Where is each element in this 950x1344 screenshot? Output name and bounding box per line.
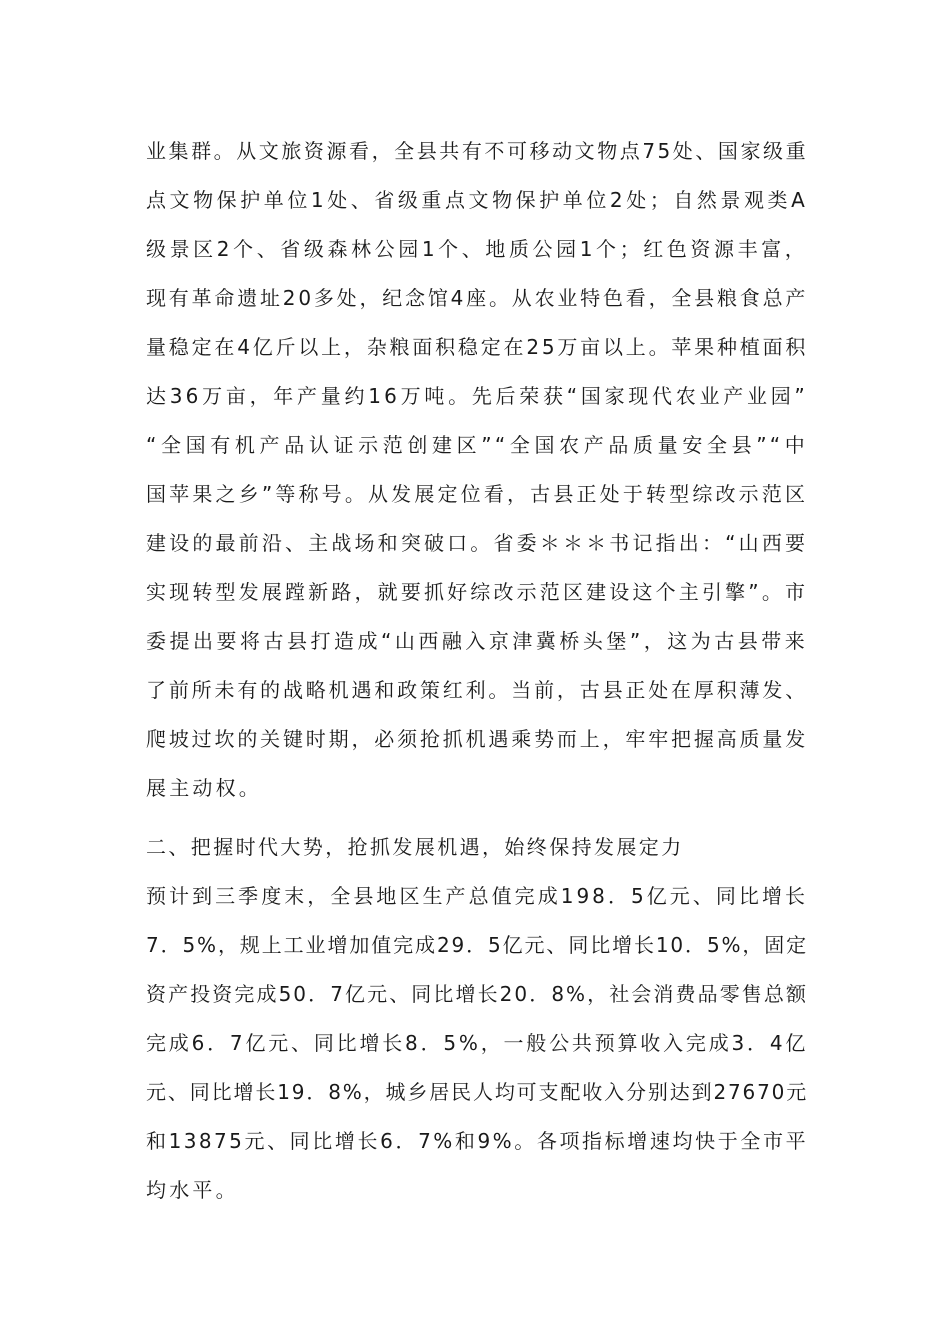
paragraph-line: 点文物保护单位1处、省级重点文物保护单位2处；自然景观类A [146,188,808,212]
paragraph-line: 实现转型发展蹚新路，就要抓好综改示范区建设这个主引擎”。市 [146,580,808,604]
paragraph-line: “全国有机产品认证示范创建区”“全国农产品质量安全县”“中 [146,433,808,457]
paragraph-line: 和13875元、同比增长6．7%和9%。各项指标增速均快于全市平 [146,1129,808,1153]
paragraph-line: 预计到三季度末，全县地区生产总值完成198．5亿元、同比增长 [146,884,808,908]
paragraph-line: 建设的最前沿、主战场和突破口。省委＊＊＊书记指出：“山西要 [146,531,808,555]
paragraph-line: 量稳定在4亿斤以上，杂粮面积稳定在25万亩以上。苹果种植面积 [146,335,809,359]
paragraph-line: 元、同比增长19．8%，城乡居民人均可支配收入分别达到27670元 [146,1080,808,1104]
paragraph-line: 国苹果之乡”等称号。从发展定位看，古县正处于转型综改示范区 [146,482,808,506]
section-heading: 二、把握时代大势，抢抓发展机遇，始终保持发展定力 [146,835,684,859]
paragraph-line: 展主动权。 [146,776,262,800]
paragraph-line: 均水平。 [146,1178,239,1202]
paragraph-line: 7．5%，规上工业增加值完成29．5亿元、同比增长10．5%，固定 [146,933,808,957]
paragraph-line: 委提出要将古县打造成“山西融入京津冀桥头堡”，这为古县带来 [146,629,808,653]
paragraph-line: 爬坡过坎的关键时期，必须抢抓机遇乘势而上，牢牢把握高质量发 [146,727,808,751]
paragraph-line: 现有革命遗址20多处，纪念馆4座。从农业特色看，全县粮食总产 [146,286,809,310]
paragraph-line: 资产投资完成50．7亿元、同比增长20．8%，社会消费品零售总额 [146,982,808,1006]
paragraph-line: 了前所未有的战略机遇和政策红利。当前，古县正处在厚积薄发、 [146,678,808,702]
body-paragraph-2 [146,872,808,1215]
paragraph-line: 完成6．7亿元、同比增长8．5%，一般公共预算收入完成3．4亿 [146,1031,809,1055]
paragraph-line: 级景区2个、省级森林公园1个、地质公园1个；红色资源丰富， [146,237,808,261]
body-paragraph-1 [146,127,808,813]
paragraph-line: 业集群。从文旅资源看，全县共有不可移动文物点75处、国家级重 [146,139,808,163]
paragraph-line: 达36万亩，年产量约16万吨。先后荣获“国家现代农业产业园” [146,384,808,408]
